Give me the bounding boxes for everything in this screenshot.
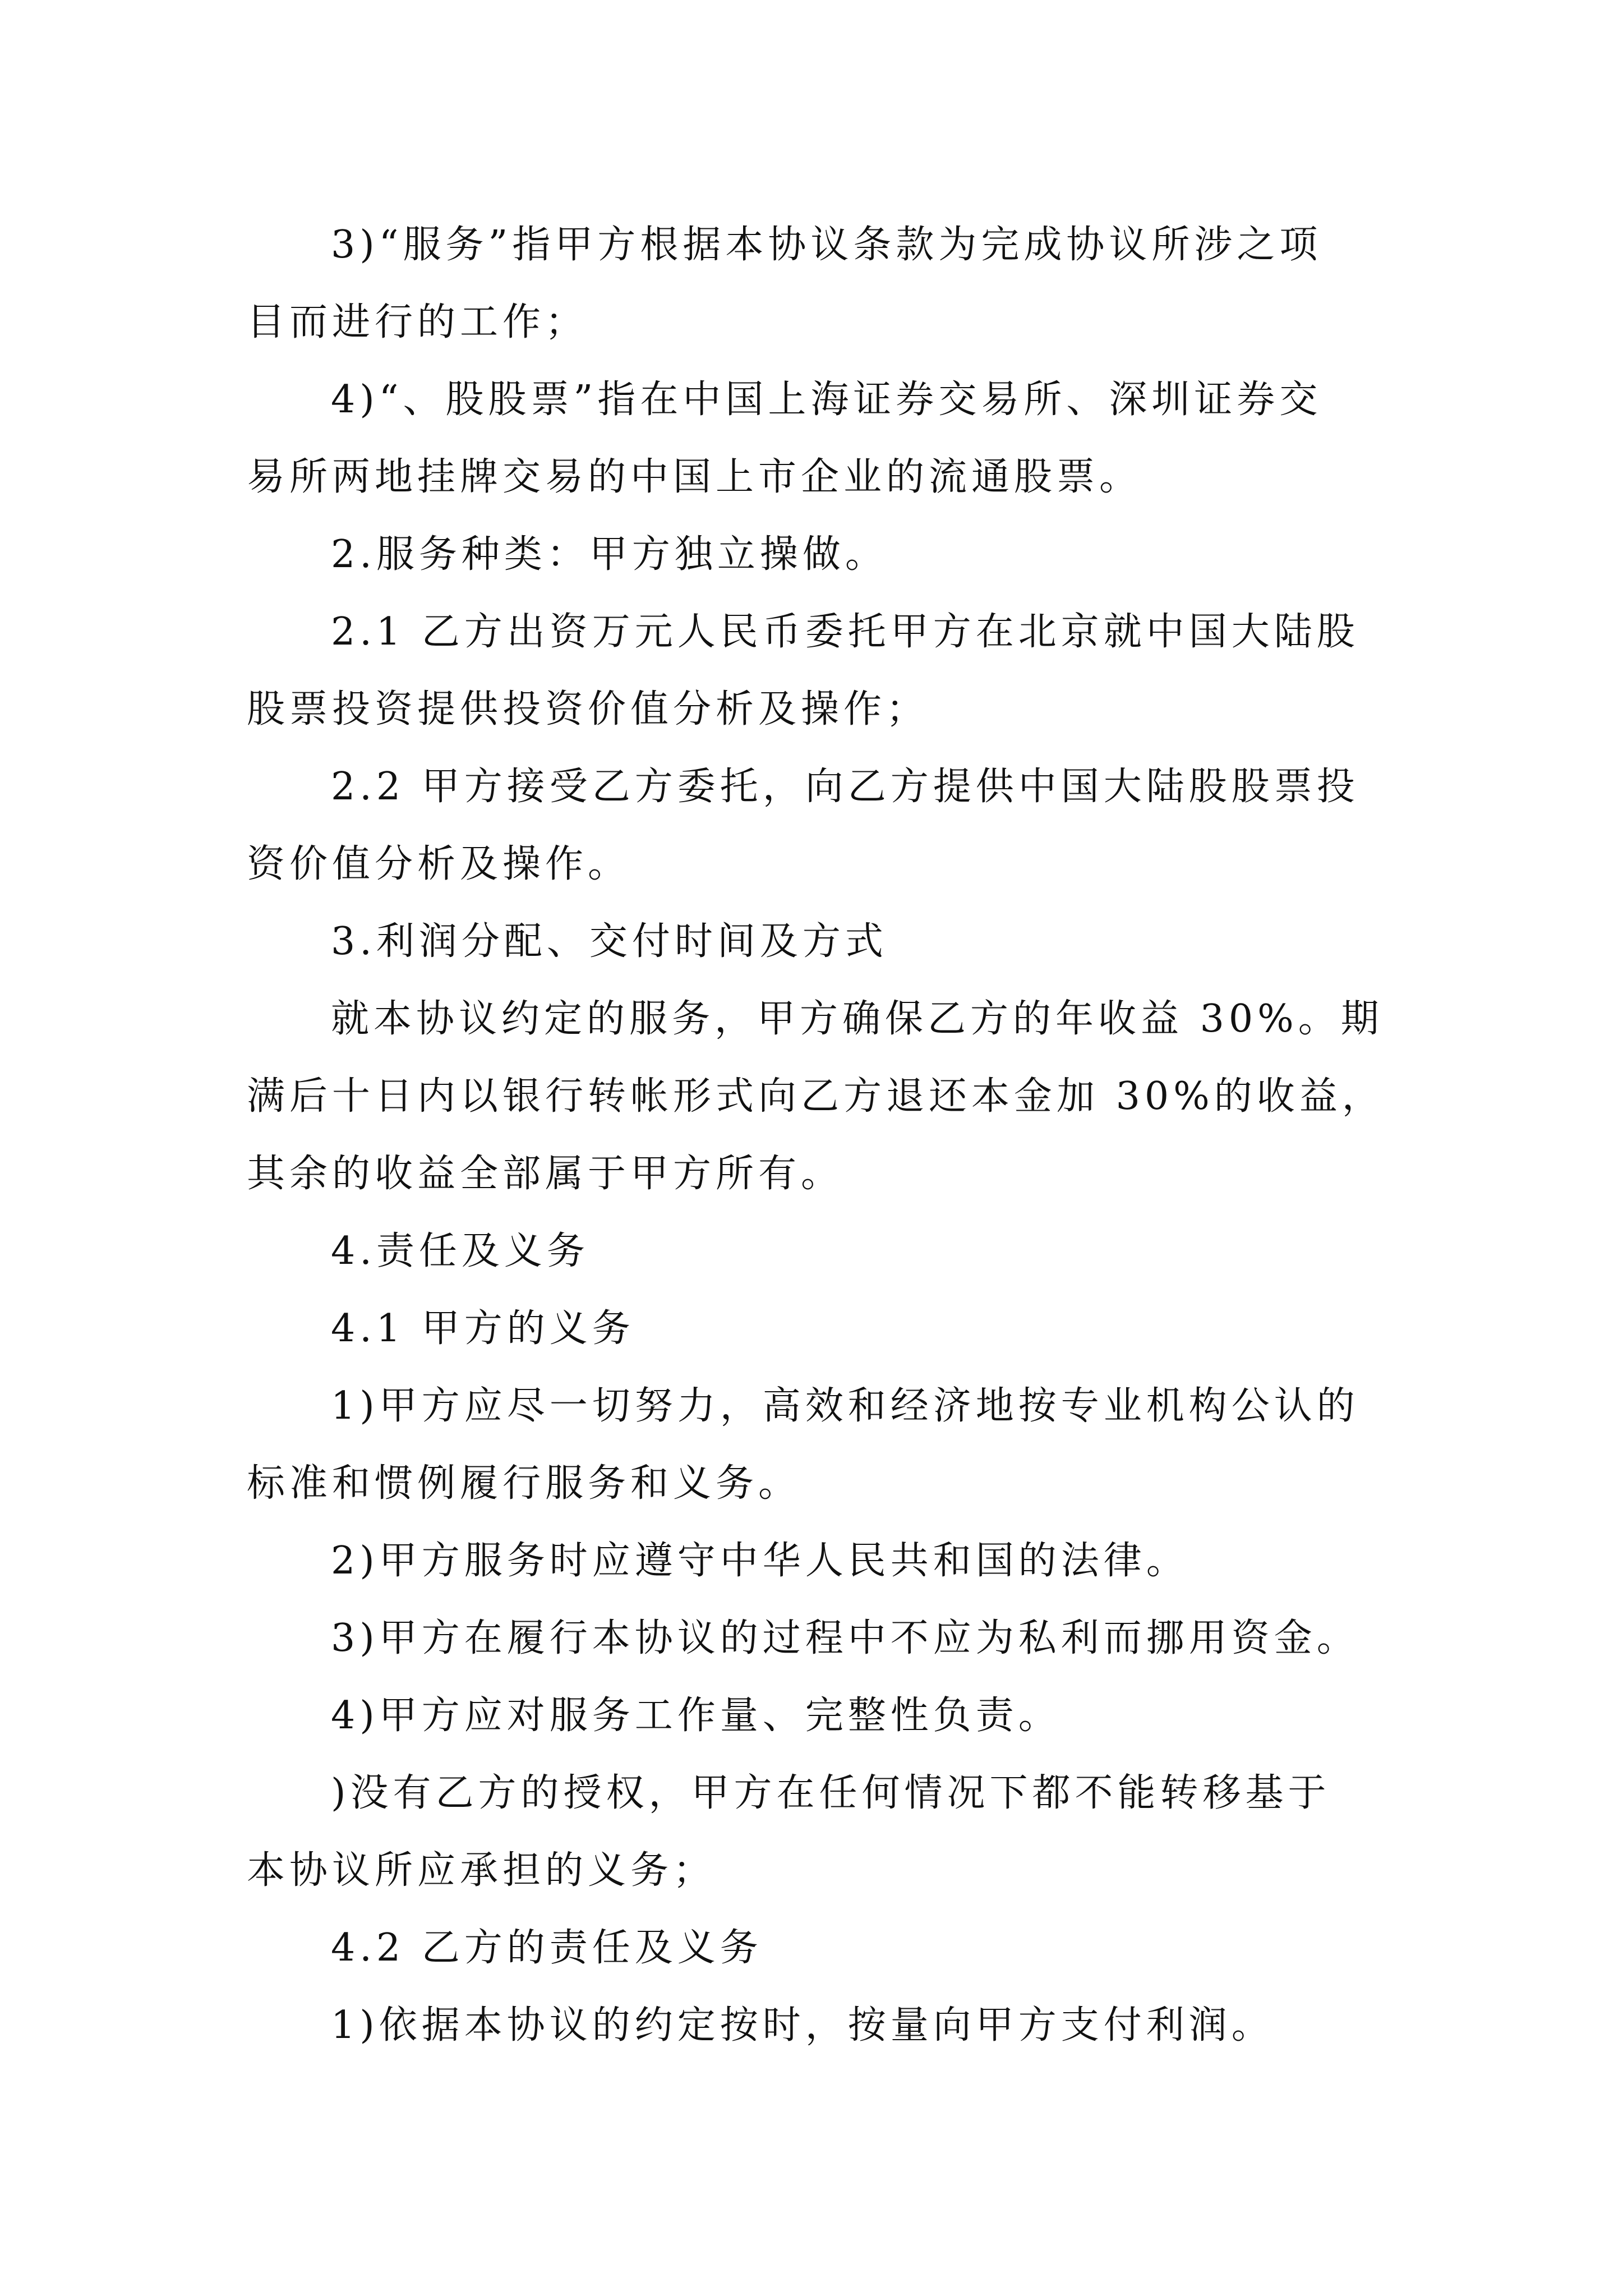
text-line: 4.责任及义务 (331, 1229, 589, 1273)
clause-b-1 (247, 1987, 1391, 2064)
text-line: 3)甲方在履行本协议的过程中不应为私利而挪用资金。 (331, 1616, 1359, 1660)
clause-a-5 (247, 1755, 1391, 1910)
text-line: 满后十日内以银行转帐形式向乙方退还本金加 30%的收益， (247, 1074, 1385, 1119)
text-line: 标准和惯例履行服务和义务。 (247, 1461, 801, 1506)
text-line: 其余的收益全部属于甲方所有。 (247, 1152, 844, 1196)
clause-2-1 (247, 593, 1391, 748)
text-line: 1)依据本协议的约定按时，按量向甲方支付利润。 (331, 2003, 1274, 2047)
text-line: 3)“服务”指甲方根据本协议条款为完成协议所涉之项 (331, 223, 1322, 267)
text-line: 4)“、股股票”指在中国上海证券交易所、深圳证券交 (331, 378, 1322, 422)
subsection-heading-party-b (247, 1910, 1391, 1987)
section-heading-service-type (247, 516, 1391, 593)
text-line: 2.2 甲方接受乙方委托，向乙方提供中国大陆股股票投 (331, 765, 1359, 809)
text-line: 2)甲方服务时应遵守中华人民共和国的法律。 (331, 1539, 1189, 1583)
text-line: 4.1 甲方的义务 (331, 1306, 635, 1351)
clause-profit-terms (247, 981, 1391, 1213)
text-line: )没有乙方的授权，甲方在任何情况下都不能转移基于 (331, 1771, 1331, 1815)
text-line: 4.2 乙方的责任及义务 (331, 1926, 763, 1970)
text-line: 目而进行的工作； (247, 300, 588, 344)
text-line: 易所两地挂牌交易的中国上市企业的流通股票。 (247, 455, 1142, 499)
text-line: 2.1 乙方出资万元人民币委托甲方在北京就中国大陆股 (331, 610, 1359, 654)
text-line: 就本协议约定的服务，甲方确保乙方的年收益 30%。期 (331, 997, 1384, 1041)
clause-definition-services (247, 206, 1391, 361)
section-heading-responsibilities (247, 1213, 1391, 1290)
clause-definition-stocks (247, 361, 1391, 516)
text-line: 1)甲方应尽一切努力，高效和经济地按专业机构公认的 (331, 1384, 1359, 1428)
subsection-heading-party-a (247, 1290, 1391, 1368)
clause-a-4 (247, 1677, 1391, 1755)
clause-a-3 (247, 1600, 1391, 1677)
clause-a-2 (247, 1522, 1391, 1600)
text-line: 资价值分析及操作。 (247, 842, 631, 886)
clause-2-2 (247, 748, 1391, 903)
section-heading-profit-distribution (247, 903, 1391, 981)
text-line: 股票投资提供投资价值分析及操作； (247, 687, 929, 731)
text-line: 3.利润分配、交付时间及方式 (331, 919, 888, 964)
text-line: 4)甲方应对服务工作量、完整性负责。 (331, 1694, 1061, 1738)
clause-a-1 (247, 1368, 1391, 1522)
text-line: 2.服务种类：甲方独立操做。 (331, 532, 888, 577)
text-line: 本协议所应承担的义务； (247, 1848, 716, 1893)
